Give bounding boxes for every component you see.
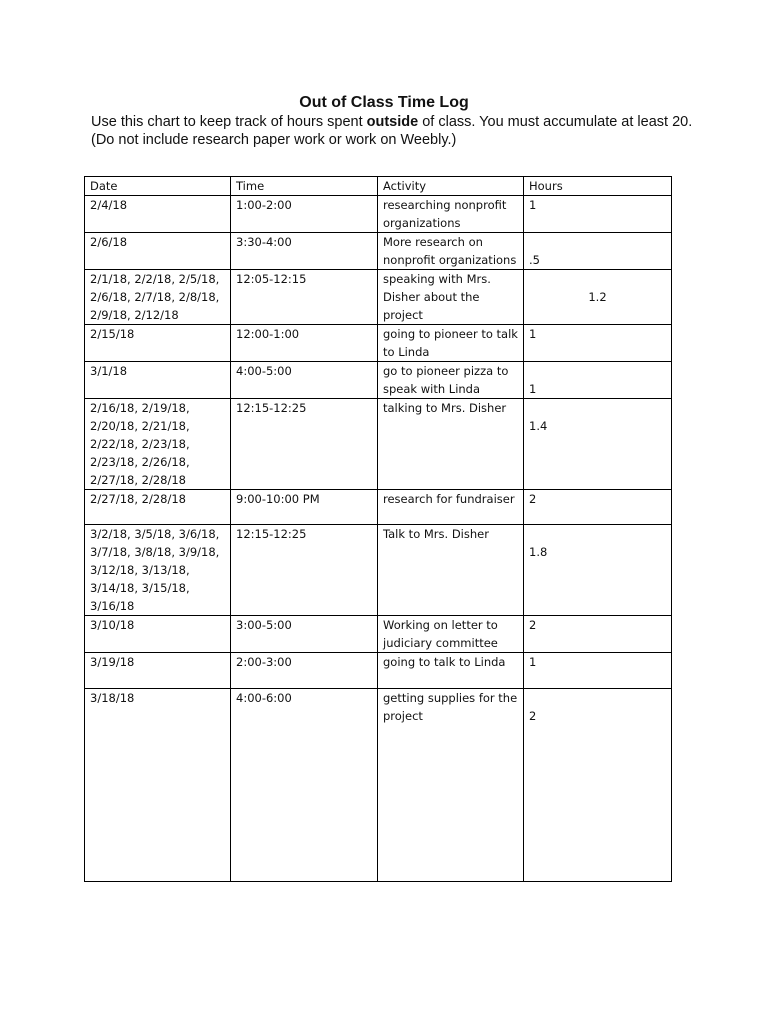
cell-date: 3/19/18: [85, 653, 231, 689]
instructions-line-2: (Do not include research paper work or work on Weebly.): [91, 132, 457, 148]
instructions: [91, 113, 731, 149]
cell-date: 2/15/18: [85, 325, 231, 362]
cell-activity: researching nonprofit organizations: [378, 196, 524, 233]
cell-hours: 1.4: [524, 399, 672, 490]
cell-time: 12:15-12:25: [231, 525, 378, 616]
cell-activity: More research on nonprofit organizations: [378, 233, 524, 270]
cell-hours: 1: [524, 653, 672, 689]
cell-hours: 1: [524, 362, 672, 399]
page-title: Out of Class Time Log: [299, 94, 469, 111]
cell-time: 1:00-2:00: [231, 196, 378, 233]
header-hours: Hours: [524, 177, 672, 196]
table-row: [85, 490, 672, 525]
table-header-row: [85, 177, 672, 196]
cell-time: 4:00-6:00: [231, 689, 378, 882]
cell-date: 3/18/18: [85, 689, 231, 882]
table-row: [85, 196, 672, 233]
cell-activity: talking to Mrs. Disher: [378, 399, 524, 490]
cell-hours: 2: [524, 616, 672, 653]
table-row: [85, 270, 672, 325]
cell-hours: 2: [524, 689, 672, 882]
cell-hours: 1: [524, 325, 672, 362]
instructions-post: of class. You must accumulate at least 20.: [418, 114, 693, 130]
cell-activity: going to talk to Linda: [378, 653, 524, 689]
cell-activity: Working on letter to judiciary committee: [378, 616, 524, 653]
cell-hours: 2: [524, 490, 672, 525]
cell-time: 2:00-3:00: [231, 653, 378, 689]
cell-hours: 1.8: [524, 525, 672, 616]
table-row: [85, 689, 672, 882]
cell-date: 3/10/18: [85, 616, 231, 653]
cell-activity: going to pioneer to talk to Linda: [378, 325, 524, 362]
cell-activity: Talk to Mrs. Disher: [378, 525, 524, 616]
cell-activity: speaking with Mrs. Disher about the project: [378, 270, 524, 325]
cell-hours: 1: [524, 196, 672, 233]
cell-date: 3/2/18, 3/5/18, 3/6/18, 3/7/18, 3/8/18, 3/9/18, 3/12/18, 3/13/18, 3/14/18, 3/15/18, 3/16/18: [85, 525, 231, 616]
table-row: [85, 233, 672, 270]
cell-time: 9:00-10:00 PM: [231, 490, 378, 525]
cell-date: 2/4/18: [85, 196, 231, 233]
cell-time: 12:05-12:15: [231, 270, 378, 325]
cell-hours: .5: [524, 233, 672, 270]
instructions-pre: Use this chart to keep track of hours spent: [91, 114, 367, 130]
header-date: Date: [85, 177, 231, 196]
instructions-emphasis: outside: [366, 114, 419, 130]
cell-time: 3:30-4:00: [231, 233, 378, 270]
cell-time: 3:00-5:00: [231, 616, 378, 653]
table-row: [85, 399, 672, 490]
table-row: [85, 362, 672, 399]
cell-date: 3/1/18: [85, 362, 231, 399]
cell-activity: go to pioneer pizza to speak with Linda: [378, 362, 524, 399]
cell-time: 12:00-1:00: [231, 325, 378, 362]
cell-date: 2/27/18, 2/28/18: [85, 490, 231, 525]
cell-hours: 1.2: [524, 270, 672, 325]
table-row: [85, 525, 672, 616]
table-row: [85, 616, 672, 653]
header-activity: Activity: [378, 177, 524, 196]
cell-time: 12:15-12:25: [231, 399, 378, 490]
instructions-line-1: [91, 113, 731, 131]
table-row: [85, 325, 672, 362]
cell-time: 4:00-5:00: [231, 362, 378, 399]
cell-date: 2/1/18, 2/2/18, 2/5/18, 2/6/18, 2/7/18, 2/8/18, 2/9/18, 2/12/18: [85, 270, 231, 325]
cell-date: 2/6/18: [85, 233, 231, 270]
cell-date: 2/16/18, 2/19/18, 2/20/18, 2/21/18, 2/22/18, 2/23/18, 2/23/18, 2/26/18, 2/27/18, 2/28/18: [85, 399, 231, 490]
cell-activity: getting supplies for the project: [378, 689, 524, 882]
header-time: Time: [231, 177, 378, 196]
table-row: [85, 653, 672, 689]
time-log-table: [84, 176, 672, 882]
cell-activity: research for fundraiser: [378, 490, 524, 525]
